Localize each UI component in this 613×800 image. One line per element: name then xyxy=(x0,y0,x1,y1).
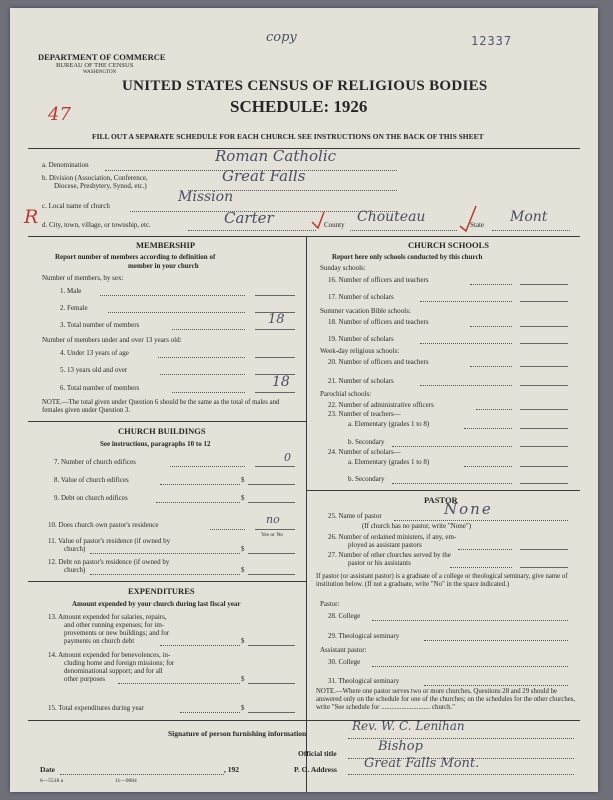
q23b-answer-line[interactable] xyxy=(520,446,568,447)
red-margin-mark: R xyxy=(24,206,39,228)
buildings-bottom-line xyxy=(28,581,306,582)
q1-male-label: 1. Male xyxy=(60,287,82,295)
q1-dots xyxy=(100,295,245,296)
q14-label-3: denominational support; and for all xyxy=(64,667,163,675)
q9-dots xyxy=(156,502,240,503)
q5-label: 5. 13 years old and over xyxy=(60,366,128,374)
buildings-title: CHURCH BUILDINGS xyxy=(118,426,206,436)
q25-label: 25. Name of pastor xyxy=(328,512,382,520)
q14-label-1: 14. Amount expended for benevolences, in- xyxy=(48,651,171,659)
local-name-value: Mission xyxy=(178,189,234,205)
age-heading: Number of members under and over 13 years old: xyxy=(42,336,182,344)
census-schedule-sheet xyxy=(10,8,598,792)
q21-dots xyxy=(420,385,512,386)
q4-answer-line[interactable] xyxy=(255,357,295,358)
q2-female-label: 2. Female xyxy=(60,304,88,312)
graduate-note: If pastor (or assistant pastor) is a graduate of a college or theological seminary, give name of institution below. (If not a graduate, write "No" in the space indicated.) xyxy=(316,573,568,588)
expenditures-subtitle: Amount expended by your church during last fiscal year xyxy=(72,600,241,608)
membership-bottom-line xyxy=(28,421,306,422)
q31-answer-line[interactable] xyxy=(424,685,568,686)
q23a-dots xyxy=(464,428,512,429)
membership-title: MEMBERSHIP xyxy=(136,240,196,250)
q10-answer-line[interactable] xyxy=(255,529,295,530)
assistant-subheading: Assistant pastor: xyxy=(320,646,367,654)
q27-label-1: 27. Number of other churches served by the xyxy=(328,551,451,559)
q18-answer-line[interactable] xyxy=(520,326,568,327)
denomination-label: a. Denomination xyxy=(42,161,89,169)
q15-label: 15. Total expenditures during year xyxy=(48,704,144,712)
q14-label-2: cluding home and foreign missions; for xyxy=(64,659,175,667)
denomination-value: Roman Catholic xyxy=(215,147,337,165)
q12-dollar: $ xyxy=(241,566,245,574)
signature-label: Signature of person furnishing information xyxy=(168,729,307,738)
q7-label: 7. Number of church edifices xyxy=(54,458,136,466)
date-label: Date xyxy=(40,765,55,774)
q20-dots xyxy=(470,366,512,367)
schedule-title: SCHEDULE: 1926 xyxy=(230,97,368,116)
q28-label: 28. College xyxy=(328,612,361,620)
schools-bottom-line xyxy=(306,490,580,491)
q13-label-1: 13. Amount expended for salaries, repairs, xyxy=(48,613,167,621)
q10-value: no xyxy=(266,513,280,526)
q23a-label: a. Elementary (grades 1 to 8) xyxy=(348,420,430,428)
q22-dots xyxy=(476,409,512,410)
q19-label: 19. Number of scholars xyxy=(328,335,394,343)
q6-answer-line[interactable] xyxy=(255,392,295,393)
center-divider xyxy=(306,236,307,792)
red-check-marks xyxy=(310,204,480,234)
q13-answer-line[interactable] xyxy=(248,645,295,646)
county-value: Chouteau xyxy=(357,209,426,225)
q3-answer-line[interactable] xyxy=(255,329,295,330)
q28-answer-line[interactable] xyxy=(372,620,568,621)
q4-dots xyxy=(158,357,245,358)
q23b-dots xyxy=(392,446,512,447)
parochial-schools-label: Parochial schools: xyxy=(320,390,372,398)
q14-dots xyxy=(118,683,240,684)
q8-answer-line[interactable] xyxy=(248,484,295,485)
q16-answer-line[interactable] xyxy=(520,284,568,285)
q3-dots xyxy=(172,329,245,330)
q20-label: 20. Number of officers and teachers xyxy=(328,358,429,366)
pastor-title: PASTOR xyxy=(424,495,458,505)
q9-answer-line[interactable] xyxy=(248,502,295,503)
q7-value: 0 xyxy=(284,451,291,464)
pastor-note: NOTE.—Where one pastor serves two or more churches, Questions 28 and 29 should be answered only on the schedule for one of the churches; on the schedules for the other churches, write "See schedule for ............................. church." xyxy=(316,688,576,711)
schools-subtitle: Report here only schools conducted by this church xyxy=(332,253,483,261)
address-label: P. O. Address xyxy=(294,765,337,774)
q25-note: (If church has no pastor, write "None") xyxy=(362,522,472,530)
q6-label: 6. Total number of members xyxy=(60,384,140,392)
buildings-subtitle: See instructions, paragraphs 10 to 12 xyxy=(100,440,211,448)
q12-label-1: 12. Debt on pastor's residence (if owned by xyxy=(48,558,170,566)
address-value: Great Falls Mont. xyxy=(364,756,480,771)
q12-answer-line[interactable] xyxy=(248,574,295,575)
q11-answer-line[interactable] xyxy=(248,553,295,554)
city-label: d. City, town, village, or township, etc. xyxy=(42,221,151,229)
q11-dollar: $ xyxy=(241,545,245,553)
q24b-dots xyxy=(392,483,512,484)
schools-title: CHURCH SCHOOLS xyxy=(408,240,489,250)
form-title: UNITED STATES CENSUS OF RELIGIOUS BODIES xyxy=(122,78,488,94)
q8-label: 8. Value of church edifices xyxy=(54,476,129,484)
q15-dots xyxy=(180,712,240,713)
q20-answer-line[interactable] xyxy=(520,366,568,367)
state-value: Mont xyxy=(510,209,548,225)
q24a-dots xyxy=(464,466,512,467)
membership-note: NOTE.—The total given under Question 6 should be the same as the total of males and females given under Question 3. xyxy=(42,399,280,414)
q15-dollar: $ xyxy=(241,704,245,712)
year-label: , 192 xyxy=(224,765,239,774)
division-label-2: Diocese, Presbytery, Synod, etc.) xyxy=(54,182,147,190)
q21-label: 21. Number of scholars xyxy=(328,377,394,385)
signature-value: Rev. W. C. Lenihan xyxy=(352,719,465,733)
q14-label-4: other purposes xyxy=(64,675,106,683)
membership-subtitle-1: Report number of members according to definition of xyxy=(55,253,216,261)
q22-answer-line[interactable] xyxy=(520,409,568,410)
state-label: State xyxy=(470,221,484,229)
bureau-name: BUREAU OF THE CENSUS xyxy=(56,62,134,69)
official-title-value: Bishop xyxy=(378,739,423,754)
print-code: 11—9084 xyxy=(115,778,137,784)
q13-dollar: $ xyxy=(241,637,245,645)
q19-answer-line[interactable] xyxy=(520,343,568,344)
q17-answer-line[interactable] xyxy=(520,301,568,302)
q24a-label: a. Elementary (grades 1 to 8) xyxy=(348,458,430,466)
q29-label: 29. Theological seminary xyxy=(328,632,400,640)
q18-label: 18. Number of officers and teachers xyxy=(328,318,429,326)
state-line xyxy=(492,230,570,231)
q6-value: 18 xyxy=(272,374,290,390)
sunday-schools-label: Sunday schools: xyxy=(320,264,366,272)
q10-label: 10. Does church own pastor's residence xyxy=(48,521,159,529)
summer-schools-label: Summer vacation Bible schools: xyxy=(320,307,411,315)
q1-answer-line[interactable] xyxy=(255,295,295,296)
q14-answer-line[interactable] xyxy=(248,683,295,684)
red-form-number: 47 xyxy=(48,104,71,125)
pastor-subheading: Pastor: xyxy=(320,600,340,608)
yes-no-hint: Yes or No xyxy=(261,532,284,538)
q26-answer-line[interactable] xyxy=(520,549,568,550)
q9-dollar: $ xyxy=(241,494,245,502)
q26-dots xyxy=(458,549,512,550)
membership-subtitle-2: member in your church xyxy=(128,262,199,270)
q24-label: 24. Number of scholars— xyxy=(328,448,401,456)
city-name: WASHINGTON xyxy=(83,70,117,75)
q23-label: 23. Number of teachers— xyxy=(328,410,401,418)
q7-answer-line[interactable] xyxy=(255,466,295,467)
q11-dots xyxy=(90,553,240,554)
q17-label: 17. Number of scholars xyxy=(328,293,394,301)
city-line xyxy=(188,230,316,231)
address-line[interactable] xyxy=(348,774,574,775)
local-name-label: c. Local name of church xyxy=(42,202,110,210)
q16-dots xyxy=(470,284,512,285)
q9-label: 9. Debt on church edifices xyxy=(54,494,128,502)
q26-label-1: 26. Number of ordained ministers, if any, em- xyxy=(328,533,457,541)
q31-label: 31. Theological seminary xyxy=(328,677,400,685)
department-name: DEPARTMENT OF COMMERCE xyxy=(38,52,166,62)
county-label: County xyxy=(324,221,345,229)
q30-answer-line[interactable] xyxy=(372,666,568,667)
grid-bottom-line xyxy=(28,720,580,721)
expenditures-title: EXPENDITURES xyxy=(128,586,195,596)
q13-label-2: and other running expenses; for im- xyxy=(64,621,165,629)
q24a-answer-line[interactable] xyxy=(520,466,568,467)
q22-label: 22. Number of administrative officers xyxy=(328,401,434,409)
q18-dots xyxy=(470,326,512,327)
q2-dots xyxy=(108,312,245,313)
q13-label-3: provements or new buildings; and for xyxy=(64,629,170,637)
q19-dots xyxy=(420,343,512,344)
q13-dots xyxy=(160,645,240,646)
serial-number-stamp: 12337 xyxy=(471,34,513,48)
q25-value: None xyxy=(444,500,493,518)
q12-dots xyxy=(90,574,240,575)
q23b-label: b. Secondary xyxy=(348,438,385,446)
q26-label-2: ployed as assistant pastors xyxy=(348,541,422,549)
q16-label: 16. Number of officers and teachers xyxy=(328,276,429,284)
q11-label-1: 11. Value of pastor's residence (if owned by xyxy=(48,537,171,545)
q8-dots xyxy=(160,484,240,485)
q6-dots xyxy=(172,392,245,393)
q3-value: 18 xyxy=(268,312,285,327)
instruction-line: FILL OUT A SEPARATE SCHEDULE FOR EACH CHURCH. SEE INSTRUCTIONS ON THE BACK OF THIS SHEET xyxy=(92,132,484,141)
form-code: 6—5518 a xyxy=(40,778,64,784)
q8-dollar: $ xyxy=(241,476,245,484)
official-title-label: Official title xyxy=(298,749,337,758)
date-line[interactable] xyxy=(60,774,224,775)
q21-answer-line[interactable] xyxy=(520,385,568,386)
q13-label-4: payments on church debt xyxy=(64,637,135,645)
grid-top-line xyxy=(28,236,580,237)
division-label-1: b. Division (Association, Conference, xyxy=(42,174,148,182)
q27-dots xyxy=(450,567,512,568)
q30-label: 30. College xyxy=(328,658,361,666)
q27-answer-line[interactable] xyxy=(520,567,568,568)
q24b-label: b. Secondary xyxy=(348,475,385,483)
city-value: Carter xyxy=(224,209,274,227)
members-by-sex-label: Number of members, by sex: xyxy=(42,274,124,282)
q11-label-2: church) xyxy=(64,545,86,553)
copy-mark: copy xyxy=(266,30,297,45)
q12-label-2: church) xyxy=(64,566,86,574)
q24b-answer-line[interactable] xyxy=(520,483,568,484)
q5-dots xyxy=(160,374,245,375)
q3-total-label: 3. Total number of members xyxy=(60,321,140,329)
q15-answer-line[interactable] xyxy=(248,712,295,713)
q14-dollar: $ xyxy=(241,675,245,683)
weekday-schools-label: Week-day religious schools: xyxy=(320,347,400,355)
q4-label: 4. Under 13 years of age xyxy=(60,349,129,357)
q17-dots xyxy=(420,301,512,302)
division-value: Great Falls xyxy=(222,167,306,185)
q23a-answer-line[interactable] xyxy=(520,428,568,429)
q27-label-2: pastor or his assistants xyxy=(348,559,411,567)
q29-answer-line[interactable] xyxy=(424,640,568,641)
q25-answer-line[interactable] xyxy=(394,520,568,521)
q7-dots xyxy=(170,466,245,467)
q10-dots xyxy=(210,529,245,530)
